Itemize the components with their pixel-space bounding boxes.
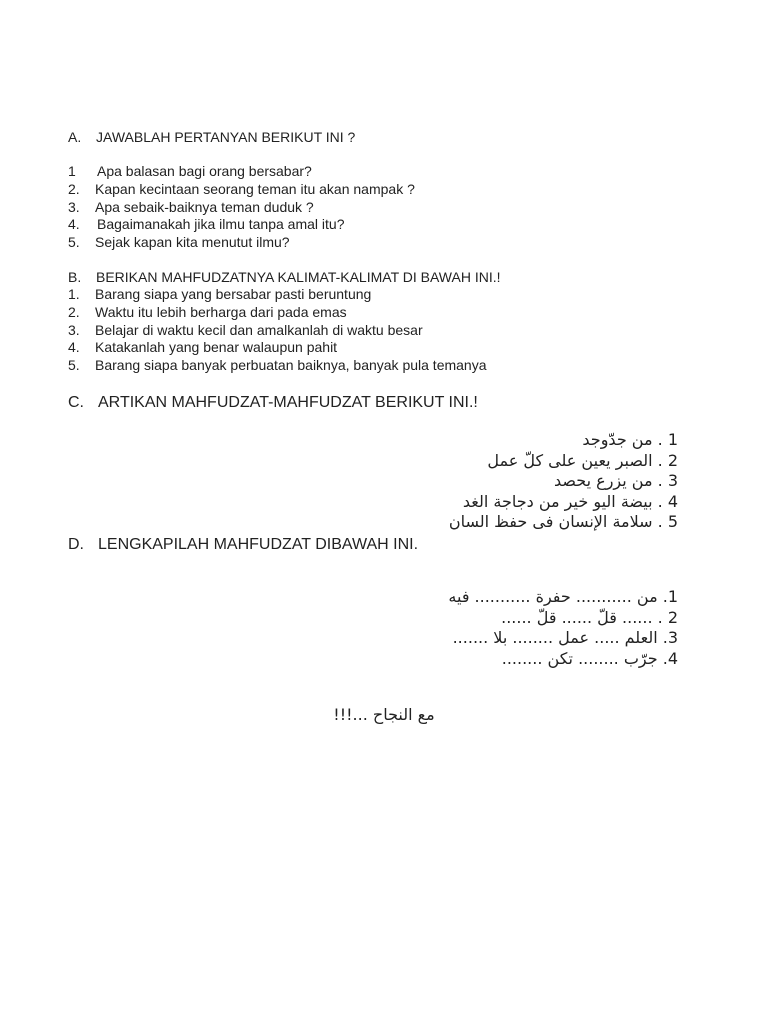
arabic-item: 4 . بيضة اليو خير من دجاجة الغد xyxy=(462,491,678,511)
list-item xyxy=(68,234,415,252)
section-b-heading xyxy=(68,268,501,286)
item-text: Belajar di waktu kecil dan amalkanlah di waktu besar xyxy=(95,321,423,338)
item-text: Barang siapa yang bersabar pasti beruntung xyxy=(95,286,372,302)
item-text: Bagaimanakah jika ilmu tanpa amal itu? xyxy=(97,216,345,233)
arabic-item: 1. من ........... حفرة ........... فيه xyxy=(448,587,678,606)
list-item xyxy=(68,357,487,375)
section-b-title: BERIKAN MAHFUDZATNYA KALIMAT-KALIMAT DI BAWAH INI.! xyxy=(96,269,501,285)
item-text: Apa balasan bagi orang bersabar? xyxy=(97,163,312,179)
item-text: Barang siapa banyak perbuatan baiknya, banyak pula temanya xyxy=(95,357,487,374)
section-d-letter: D. xyxy=(68,536,84,553)
section-a-heading xyxy=(68,128,355,146)
section-a-title: JAWABLAH PERTANYAN BERIKUT INI ? xyxy=(96,129,356,145)
list-item xyxy=(68,322,487,340)
arabic-item: 5 . سلامة الإنسان فى حفظ السان xyxy=(448,512,678,531)
item-number: 2. xyxy=(68,303,80,320)
item-number: 3. xyxy=(68,198,80,215)
section-c-title: ARTIKAN MAHFUDZAT-MAHFUDZAT BERIKUT INI.! xyxy=(98,394,478,411)
item-number: 3. xyxy=(68,321,80,338)
item-number: 1 xyxy=(68,163,76,179)
item-text: Apa sebaik-baiknya teman duduk ? xyxy=(95,198,314,215)
arabic-item: 3. العلم ..... عمل ........ بلا ....... xyxy=(452,628,678,647)
list-item xyxy=(68,286,487,304)
section-a-list xyxy=(68,163,415,252)
item-number: 4. xyxy=(68,216,80,233)
section-a-letter: A. xyxy=(68,129,82,145)
section-b-letter: B. xyxy=(68,269,82,285)
section-c-heading xyxy=(68,393,478,413)
item-text: Waktu itu lebih berharga dari pada emas xyxy=(95,303,347,320)
item-text: Sejak kapan kita menutut ilmu? xyxy=(95,234,290,251)
section-d-heading xyxy=(68,535,418,555)
list-item xyxy=(68,163,415,181)
section-b-list xyxy=(68,286,487,375)
item-number: 4. xyxy=(68,339,80,356)
section-d-arabic-list xyxy=(448,587,678,669)
list-item xyxy=(68,181,415,199)
item-number: 1. xyxy=(68,286,80,302)
arabic-item: 2 . الصبر يعين على كلّ عمل xyxy=(487,450,678,470)
section-d-title: LENGKAPILAH MAHFUDZAT DIBAWAH INI. xyxy=(98,536,419,553)
item-text: Katakanlah yang benar walaupun pahit xyxy=(95,339,338,356)
list-item xyxy=(68,216,415,234)
section-c-letter: C. xyxy=(68,394,84,411)
item-number: 5. xyxy=(68,357,80,374)
item-number: 2. xyxy=(68,180,80,197)
arabic-item: 2 . ...... قلّ ...... قلّ ...... xyxy=(501,607,678,627)
item-number: 5. xyxy=(68,234,80,251)
list-item xyxy=(68,339,487,357)
list-item xyxy=(68,304,487,322)
arabic-item: 3 . من يزرع يحصد xyxy=(554,471,678,490)
arabic-item: 4. جرّب ........ تكن ........ xyxy=(501,648,678,668)
arabic-item: 1 . من جدّوجد xyxy=(582,430,678,449)
item-text: Kapan kecintaan seorang teman itu akan nampak ? xyxy=(95,180,415,197)
closing-message: مع النجاح ...!!! xyxy=(333,705,435,724)
section-c-arabic-list xyxy=(449,430,678,533)
list-item xyxy=(68,199,415,217)
